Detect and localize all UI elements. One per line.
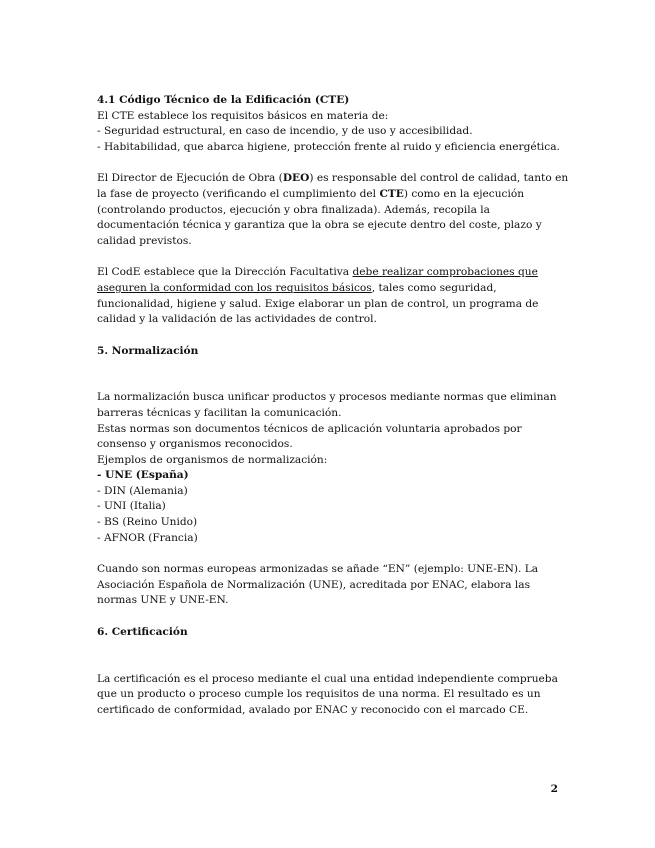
org-list-item: - BS (Reino Unido) xyxy=(97,516,198,529)
code-paragraph xyxy=(97,265,569,327)
underlined-text: debe realizar comprobaciones que aseguren la conformidad con los requisitos básicos xyxy=(97,266,538,294)
cte-list-item: - Habitabilidad, que abarca higiene, protección frente al ruido y eficiencia energética. xyxy=(97,140,560,153)
section-heading-cte: 4.1 Código Técnico de la Edificación (CTE) xyxy=(97,94,350,106)
org-list-item: - DIN (Alemania) xyxy=(97,484,188,497)
cte-list-item: - Seguridad estructural, en caso de incendio, y de uso y accesibilidad. xyxy=(97,125,473,138)
deo-text: ) como en la ejecución (controlando productos, ejecución y obra finalizada). Además, recopila la documentación técnica y garantiza que la obra se ejecute dentro del coste, plazo y calidad previstos. xyxy=(97,187,542,247)
norm-paragraph: Estas normas son documentos técnicos de aplicación voluntaria aprobados por consenso y organismos reconocidos. xyxy=(97,422,522,451)
cert-paragraph: La certificación es el proceso mediante el cual una entidad independiente comprueba que un producto o proceso cumple los requisitos de una norma. El resultado es un certificado de conformidad, avalado por ENAC y reconocido con el marcado CE. xyxy=(97,672,558,716)
code-text: El CodE establece que la Dirección Facultativa xyxy=(97,266,353,279)
norm-paragraph: Ejemplos de organismos de normalización: xyxy=(97,453,328,466)
code-text: , tales como seguridad, funcionalidad, higiene y salud. Exige elaborar un plan de control, un programa de calidad y la validación de las actividades de control. xyxy=(97,281,539,326)
cte-intro: El CTE establece los requisitos básicos en materia de: xyxy=(97,109,389,122)
org-list-item: - UNE (España) xyxy=(97,469,189,482)
org-list-item: - UNI (Italia) xyxy=(97,500,166,513)
section-heading-certificacion: 6. Certificación xyxy=(97,626,188,639)
deo-text: ) es responsable del control de calidad, tanto en la fase de proyecto (verificando el cumplimiento del xyxy=(97,172,569,200)
cte-acronym: CTE xyxy=(379,187,404,200)
norm-paragraph: La normalización busca unificar productos y procesos mediante normas que eliminan barreras técnicas y facilitan la comunicación. xyxy=(97,391,557,419)
section-heading-normalizacion: 5. Normalización xyxy=(97,344,199,357)
deo-text: El Director de Ejecución de Obra ( xyxy=(97,172,283,185)
org-list-item: - AFNOR (Francia) xyxy=(97,531,198,544)
deo-paragraph xyxy=(97,171,569,249)
deo-acronym: DEO xyxy=(282,172,310,185)
norm-paragraph: Cuando son normas europeas armonizadas se añade “EN” (ejemplo: UNE-EN). La Asociación Española de Normalización (UNE), acreditada por ENAC, elabora las normas UNE y UNE-EN. xyxy=(97,563,539,607)
page-content xyxy=(97,93,569,718)
page-number: 2 xyxy=(550,783,558,795)
